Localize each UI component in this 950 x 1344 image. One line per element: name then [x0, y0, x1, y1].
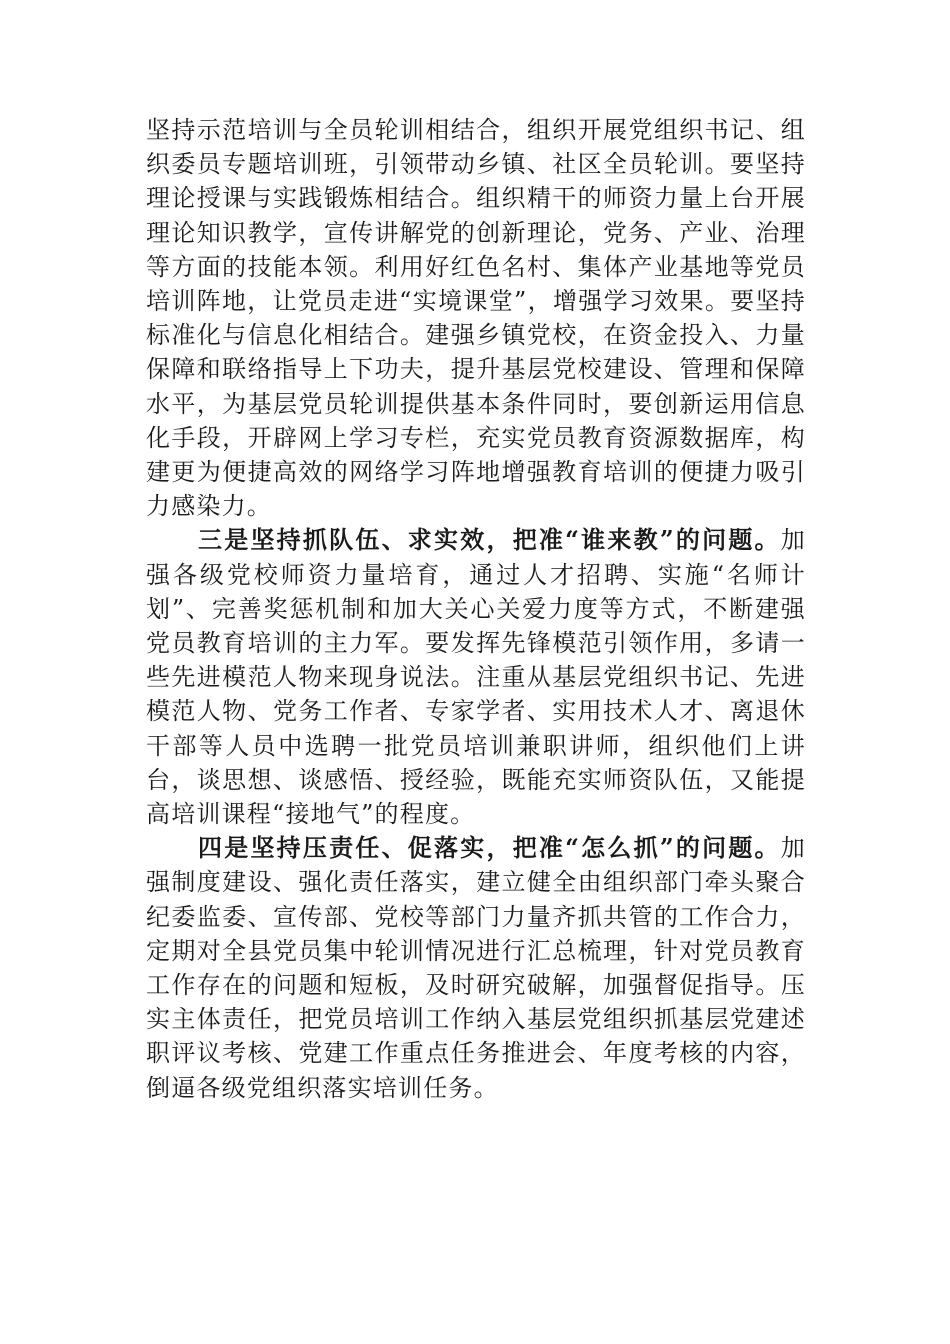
paragraph-2 [146, 523, 806, 831]
paragraph-3-text: 加强制度建设、强化责任落实，建立健全由组织部门牵头聚合纪委监委、宣传部、党校等部门力量齐抓共管的工作合力，定期对全县党员集中轮训情况进行汇总梳理，针对党员教育工作存在的问题和短板，及时研究破解，加强督促指导。压实主体责任，把党员培训工作纳入基层党组织抓基层党建述职评议考核、党建工作重点任务推进会、年度考核的内容，倒逼各级党组织落实培训任务。 [146, 834, 806, 1102]
paragraph-3 [146, 831, 806, 1105]
paragraph-3-heading: 四是坚持压责任、促落实，把准“怎么抓”的问题。 [198, 833, 781, 863]
paragraph-1 [146, 113, 806, 523]
document-page [146, 113, 806, 1105]
paragraph-2-text: 加强各级党校师资力量培育，通过人才招聘、实施“名师计划”、完善奖惩机制和加大关心关爱力度等方式，不断建强党员教育培训的主力军。要发挥先锋模范引领作用，多请一些先进模范人物来现身说法。注重从基层党组织书记、先进模范人物、党务工作者、专家学者、实用技术人才、离退休干部等人员中选聘一批党员培训兼职讲师，组织他们上讲台，谈思想、谈感悟、授经验，既能充实师资队伍，又能提高培训课程“接地气”的程度。 [146, 526, 806, 829]
paragraph-2-heading: 三是坚持抓队伍、求实效，把准“谁来教”的问题。 [198, 525, 781, 555]
paragraph-1-text: 坚持示范培训与全员轮训相结合，组织开展党组织书记、组织委员专题培训班，引领带动乡镇、社区全员轮训。要坚持理论授课与实践锻炼相结合。组织精干的师资力量上台开展理论知识教学，宣传讲解党的创新理论，党务、产业、治理等方面的技能本领。利用好红色名村、集体产业基地等党员培训阵地，让党员走进“实境课堂”，增强学习效果。要坚持标准化与信息化相结合。建强乡镇党校，在资金投入、力量保障和联络指导上下功夫，提升基层党校建设、管理和保障水平，为基层党员轮训提供基本条件同时，要创新运用信息化手段，开辟网上学习专栏，充实党员教育资源数据库，构建更为便捷高效的网络学习阵地增强教育培训的便捷力吸引力感染力。 [146, 116, 806, 521]
